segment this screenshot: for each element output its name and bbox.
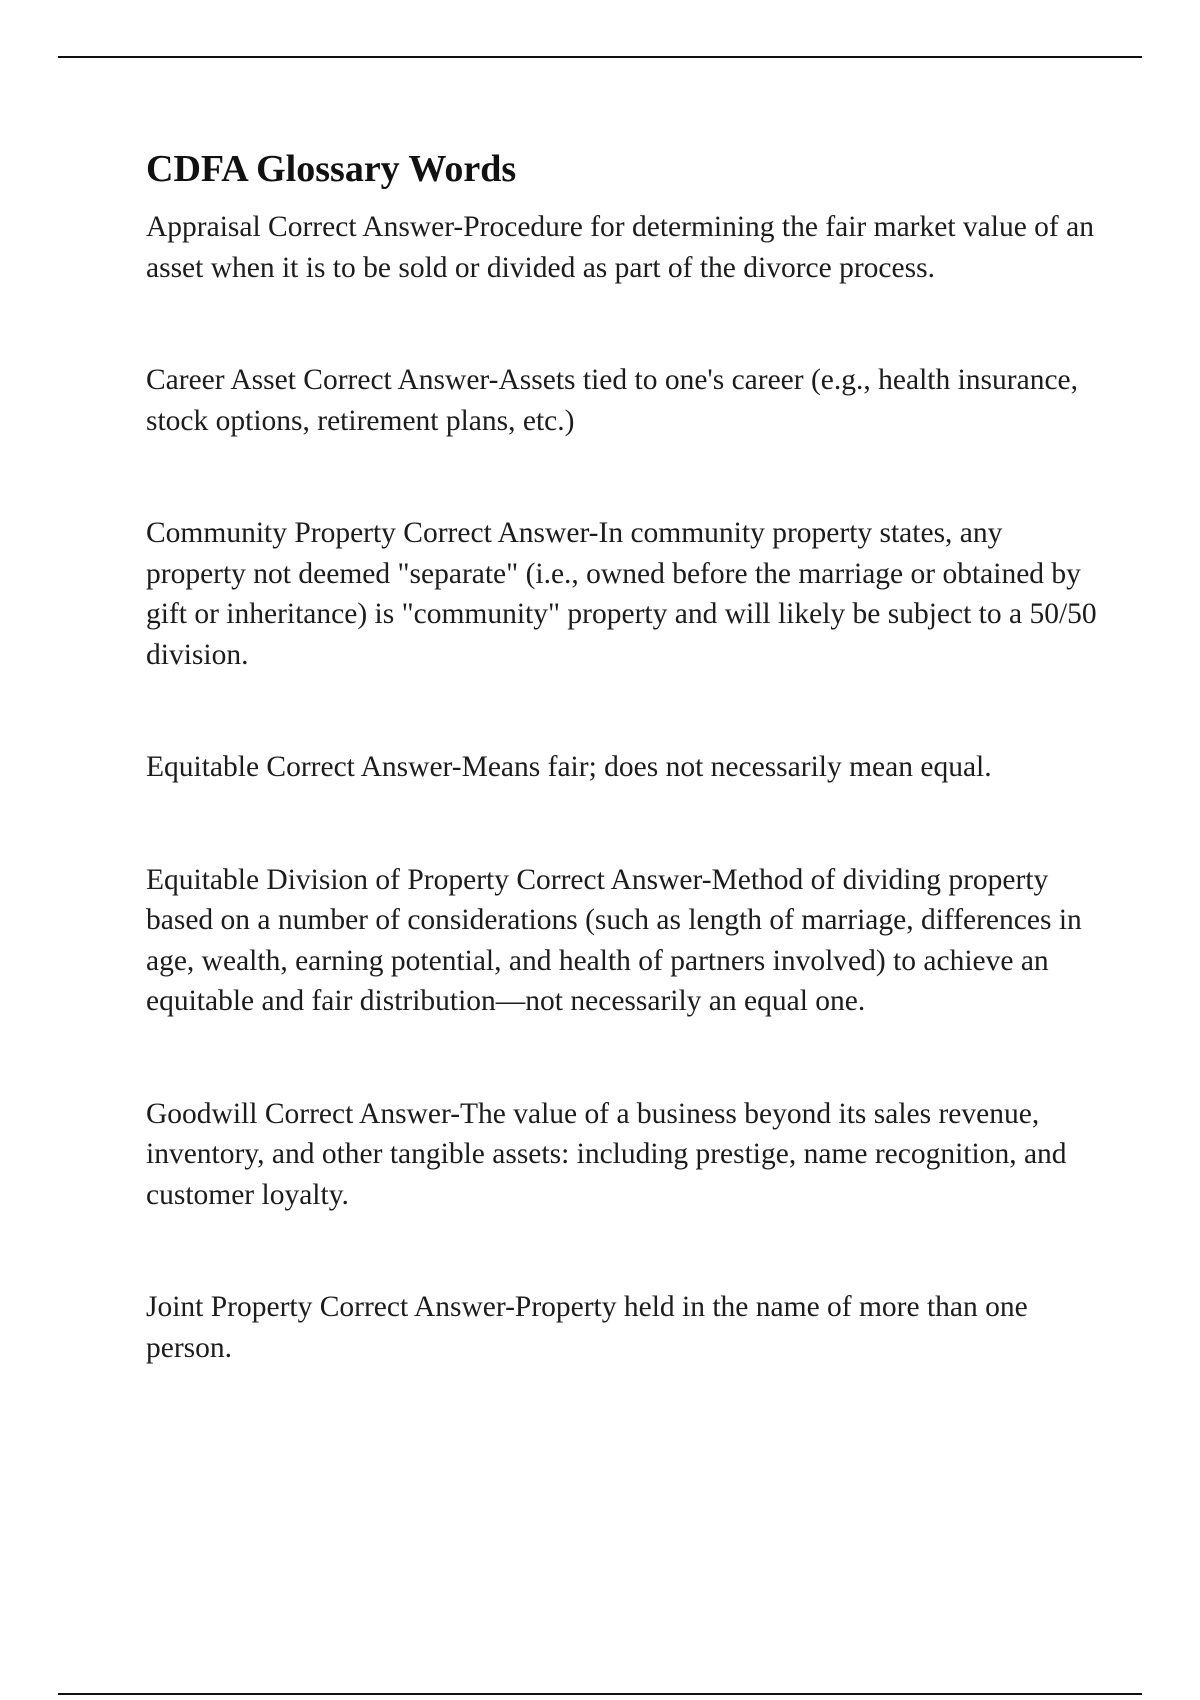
glossary-entry-equitable-division: Equitable Division of Property Correct Answer-Method of dividing property based on a number of considerations (such as length of marriage, differences in age, wealth, earning potential, and health of partners involved) to achieve an equitable and fair distribution—not necessarily an equal one. — [146, 863, 1082, 1017]
bottom-divider — [58, 1693, 1142, 1695]
glossary-entry-equitable: Equitable Correct Answer-Means fair; does not necessarily mean equal. — [146, 751, 992, 783]
glossary-entry-joint-property: Joint Property Correct Answer-Property held in the name of more than one person. — [146, 1291, 1028, 1364]
glossary-entry-goodwill: Goodwill Correct Answer-The value of a business beyond its sales revenue, inventory, and other tangible assets: including prestige, name recognition, and customer loyalty. — [146, 1097, 1067, 1211]
page-title: CDFA Glossary Words — [146, 148, 517, 190]
document-body — [146, 145, 1106, 1440]
top-divider — [58, 56, 1142, 58]
glossary-entry-community-property: Community Property Correct Answer-In community property states, any property not deemed "separate" (i.e., owned before the marriage or obtained by gift or inheritance) is "community" property and will likely be subject to a 50/50 division. — [146, 517, 1097, 671]
glossary-entry-career-asset: Career Asset Correct Answer-Assets tied to one's career (e.g., health insurance, stock options, retirement plans, etc.) — [146, 364, 1079, 437]
glossary-entry-appraisal: Appraisal Correct Answer-Procedure for determining the fair market value of an asset when it is to be sold or divided as part of the divorce process. — [146, 211, 1094, 284]
